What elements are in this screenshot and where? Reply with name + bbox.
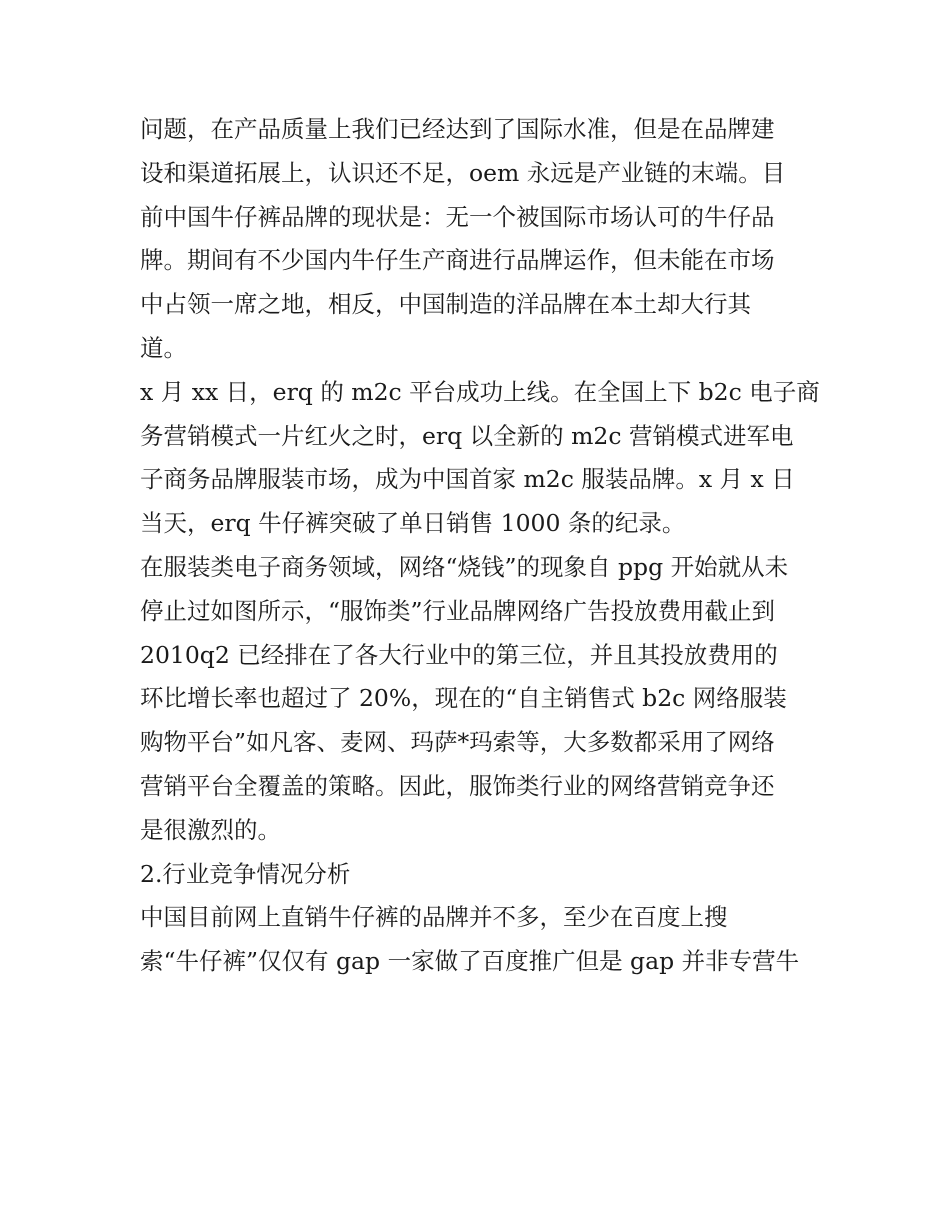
text-line: 营销平台全覆盖的策略。因此，服饰类行业的网络营销竞争还 xyxy=(140,771,775,800)
text-line: x 月 xx 日，erq 的 m2c 平台成功上线。在全国上下 b2c 电子商 xyxy=(140,377,820,406)
text-line: 中国目前网上直销牛仔裤的品牌并不多，至少在百度上搜 xyxy=(140,903,728,932)
text-line: 在服装类电子商务领域，网络“烧钱”的现象自 ppg 开始就从未 xyxy=(140,552,789,581)
document-page xyxy=(140,108,820,984)
text-line: 务营销模式一片红火之时，erq 以全新的 m2c 营销模式进军电 xyxy=(140,421,794,450)
text-line: 中占领一席之地，相反，中国制造的洋品牌在本土却大行其 xyxy=(140,290,751,319)
text-line: 索“牛仔裤”仅仅有 gap 一家做了百度推广但是 gap 并非专营牛 xyxy=(140,947,800,976)
text-line: 是很激烈的。 xyxy=(140,815,281,844)
text-line: 设和渠道拓展上，认识还不足，oem 永远是产业链的末端。目 xyxy=(140,158,786,187)
text-line: 环比增长率也超过了 20%，现在的“自主销售式 b2c 网络服装 xyxy=(140,684,787,713)
text-line: 道。 xyxy=(140,333,187,362)
text-line: 子商务品牌服装市场，成为中国首家 m2c 服装品牌。x 月 x 日 xyxy=(140,465,795,494)
text-line: 问题，在产品质量上我们已经达到了国际水准，但是在品牌建 xyxy=(140,115,775,143)
text-line: 前中国牛仔裤品牌的现状是：无一个被国际市场认可的牛仔品 xyxy=(140,202,775,231)
text-line: 购物平台”如凡客、麦网、玛萨*玛索等，大多数都采用了网络 xyxy=(140,728,775,757)
text-line: 牌。期间有不少国内牛仔生产商进行品牌运作，但未能在市场 xyxy=(140,246,775,275)
text-line: 当天，erq 牛仔裤突破了单日销售 1000 条的纪录。 xyxy=(140,509,686,538)
section-heading: 2.行业竞争情况分析 xyxy=(140,859,351,888)
text-line: 停止过如图所示，“服饰类”行业品牌网络广告投放费用截止到 xyxy=(140,596,776,625)
text-line: 2010q2 已经排在了各大行业中的第三位，并且其投放费用的 xyxy=(140,640,778,669)
